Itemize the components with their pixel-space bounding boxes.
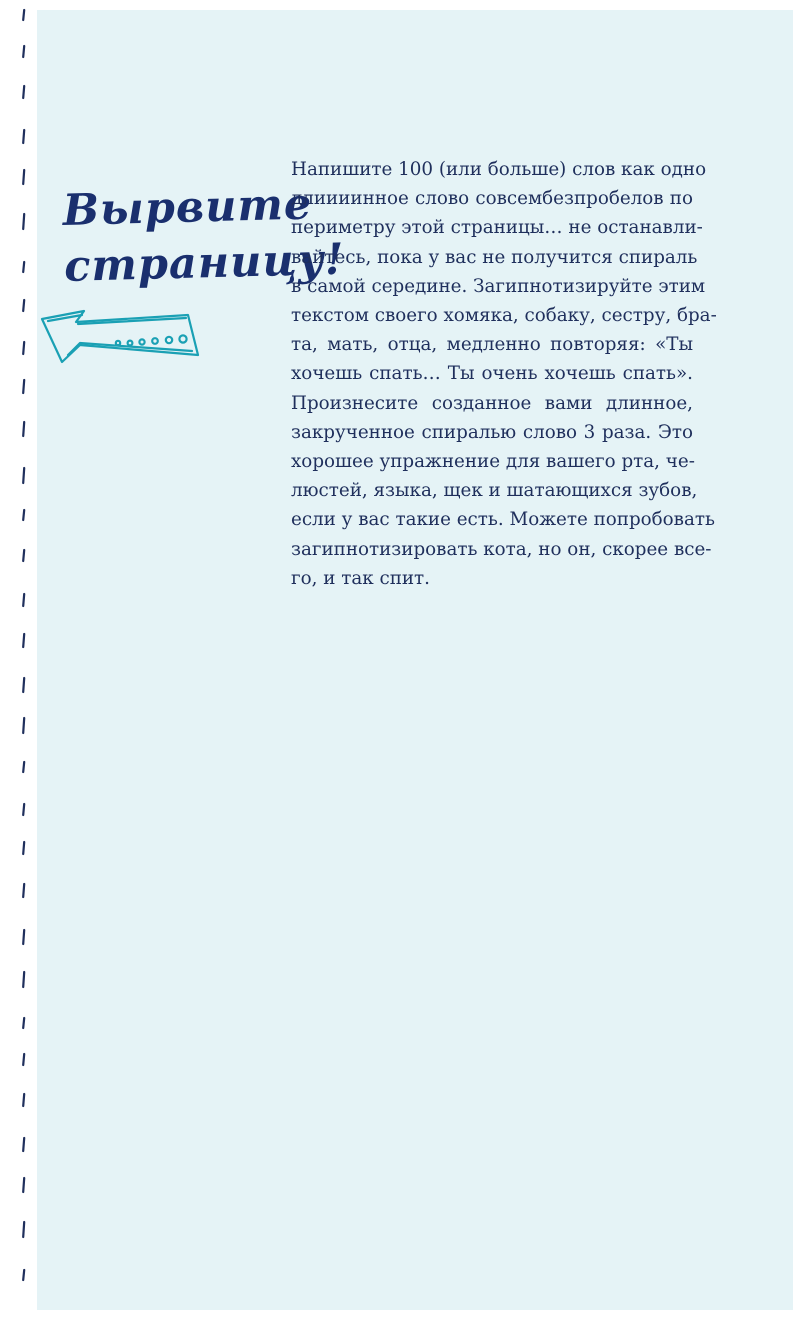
- instructions-text: [291, 155, 717, 593]
- perforation-dash: [23, 1178, 24, 1192]
- instruction-line: периметру этой страницы… не останавли-: [291, 217, 703, 239]
- instruction-line: текстом своего хомяка, собаку, сестру, бра-: [291, 305, 717, 327]
- perforation-dash: [23, 718, 24, 733]
- perforation-dash: [23, 510, 24, 520]
- instruction-line: в самой середине. Загипнотизируйте этим: [291, 275, 706, 297]
- perforation-dash: [23, 262, 24, 272]
- tear-out-title: [62, 177, 346, 295]
- perforation-dash: [23, 380, 24, 393]
- instruction-line: люстей, языка, щек и шатающихся зубов,: [291, 480, 698, 502]
- perforation-dash: [23, 1270, 24, 1280]
- perforation-dash: [23, 930, 24, 944]
- perforation-dash: [23, 884, 24, 897]
- perforation-dash: [23, 634, 24, 647]
- perforation-line[interactable]: [14, 0, 36, 1320]
- perforation-dash: [23, 300, 24, 311]
- title-line-1: Вырвите: [62, 179, 313, 236]
- instruction-line: загипнотизировать кота, но он, скорее все-: [291, 538, 712, 560]
- perforation-dash: [23, 214, 24, 229]
- perforation-dash: [23, 170, 24, 184]
- perforation-dash: [23, 342, 24, 354]
- title-line-2: страницу!: [63, 234, 346, 292]
- perforation-dash: [23, 678, 24, 692]
- instruction-line: та, мать, отца, медленно повторяя: «Ты: [291, 334, 693, 356]
- instruction-line: если у вас такие есть. Можете попробовать: [291, 509, 715, 531]
- perforation-dash: [23, 1094, 24, 1106]
- perforation-dash: [23, 804, 24, 815]
- perforation-dash: [23, 468, 24, 483]
- perforation-dash: [23, 46, 24, 57]
- instruction-line: закрученное спиралью слово 3 раза. Это: [291, 421, 693, 443]
- perforation-dash: [23, 86, 24, 98]
- perforation-dash: [23, 594, 24, 606]
- perforation-dash: [23, 550, 24, 561]
- instruction-line: го, и так спит.: [291, 567, 430, 589]
- instruction-line: хочешь спать… Ты очень хочешь спать».: [291, 363, 693, 385]
- instruction-line: вайтесь, пока у вас не получится спираль: [291, 246, 698, 268]
- perforation-dash: [23, 1138, 24, 1151]
- perforation-dash: [23, 972, 24, 987]
- instruction-line: хорошее упражнение для вашего рта, че-: [291, 451, 695, 473]
- perforation-dash: [23, 1054, 24, 1065]
- instruction-line: Напишите 100 (или больше) слов как одно: [291, 159, 707, 180]
- perforation-dash: [23, 762, 24, 772]
- instruction-line: Произнесите созданное вами длинное,: [291, 392, 693, 414]
- hand-drawn-arrow-icon: [38, 305, 200, 367]
- perforation-dash: [23, 422, 24, 436]
- perforation-dash: [23, 130, 24, 143]
- perforation-dash: [23, 1222, 24, 1237]
- instruction-line: длиииинное слово совсембезпробелов по: [291, 188, 693, 210]
- perforation-dash: [23, 842, 24, 854]
- perforation-dash: [23, 1018, 24, 1028]
- perforation-dash: [23, 10, 24, 20]
